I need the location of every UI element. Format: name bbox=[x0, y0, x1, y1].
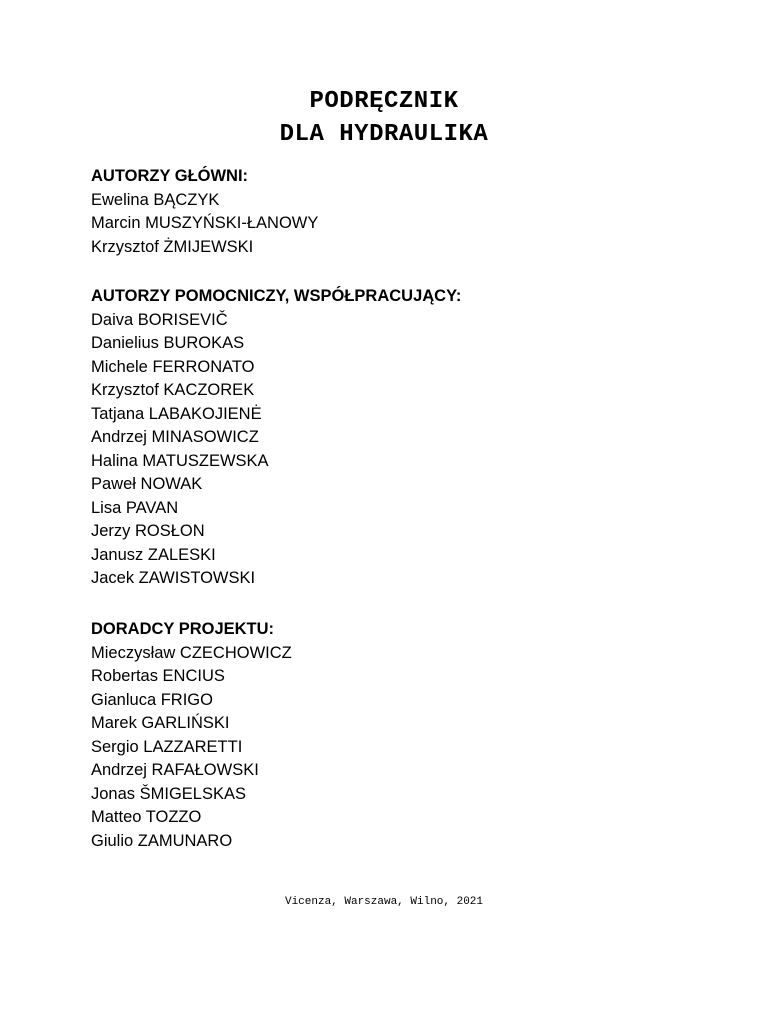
author-list bbox=[91, 309, 691, 591]
document-title-line-1: PODRĘCZNIK bbox=[309, 88, 459, 115]
author-list bbox=[91, 189, 691, 260]
author-name: Daiva BORISEVIČ bbox=[91, 310, 228, 329]
author-name: Krzysztof KACZOREK bbox=[91, 381, 255, 399]
author-name: Jerzy ROSŁON bbox=[91, 522, 205, 540]
author-name: Marcin MUSZYŃSKI-ŁANOWY bbox=[91, 214, 319, 232]
assisting-authors-section bbox=[91, 285, 691, 591]
section-heading: AUTORZY GŁÓWNI: bbox=[91, 167, 249, 185]
author-name: Janusz ZALESKI bbox=[91, 545, 216, 564]
author-name: Danielius BUROKAS bbox=[91, 334, 245, 352]
author-name: Jacek ZAWISTOWSKI bbox=[91, 569, 256, 587]
document-title-line-2: DLA HYDRAULIKA bbox=[279, 121, 489, 148]
author-name: Krzysztof ŻMIJEWSKI bbox=[91, 237, 254, 256]
section-heading: AUTORZY POMOCNICZY, WSPÓŁPRACUJĄCY: bbox=[91, 287, 462, 305]
author-name: Andrzej MINASOWICZ bbox=[91, 428, 259, 446]
advisor-name: Matteo TOZZO bbox=[91, 808, 202, 826]
advisor-name: Mieczysław CZECHOWICZ bbox=[91, 643, 292, 662]
author-name: Lisa PAVAN bbox=[91, 498, 179, 517]
project-advisors-section bbox=[91, 618, 691, 853]
main-authors-section bbox=[91, 165, 691, 259]
publication-place-date: Vicenza, Warszawa, Wilno, 2021 bbox=[284, 896, 484, 908]
author-name: Halina MATUSZEWSKA bbox=[91, 451, 269, 470]
advisor-name: Robertas ENCIUS bbox=[91, 667, 225, 685]
author-name: Tatjana LABAKOJIENĖ bbox=[91, 404, 262, 423]
advisor-list bbox=[91, 642, 691, 854]
author-name: Paweł NOWAK bbox=[91, 475, 203, 493]
advisor-name: Sergio LAZZARETTI bbox=[91, 737, 243, 756]
author-name: Michele FERRONATO bbox=[91, 357, 255, 376]
advisor-name: Marek GARLIŃSKI bbox=[91, 714, 230, 732]
advisor-name: Gianluca FRIGO bbox=[91, 690, 213, 709]
advisor-name: Andrzej RAFAŁOWSKI bbox=[91, 761, 259, 779]
advisor-name: Giulio ZAMUNARO bbox=[91, 831, 233, 850]
section-heading: DORADCY PROJEKTU: bbox=[91, 620, 275, 638]
advisor-name: Jonas ŠMIGELSKAS bbox=[91, 784, 246, 803]
author-name: Ewelina BĄCZYK bbox=[91, 190, 220, 209]
